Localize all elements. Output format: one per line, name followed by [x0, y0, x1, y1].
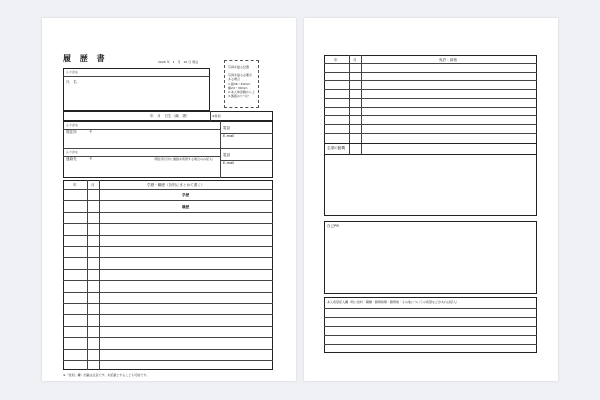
license-row-line	[324, 98, 537, 99]
history-row-line	[63, 303, 273, 304]
license-row-line	[324, 80, 537, 81]
license-table	[324, 55, 537, 155]
history-table	[63, 180, 273, 370]
furigana-label: ふりがな	[66, 70, 79, 74]
history-row-line	[63, 337, 273, 338]
wishes-row-line	[324, 335, 537, 336]
footnote: ※「性別」欄：記載は任意です。未記載とすることも可能です。	[63, 373, 150, 377]
contact-email-label: E-mail	[223, 161, 235, 165]
wishes-row-line	[324, 344, 537, 345]
contact-zip: 〒	[89, 157, 93, 161]
history-row-line	[63, 246, 273, 247]
photo-text-line: 1.縦36～40mm	[228, 82, 251, 86]
history-row-line	[63, 223, 273, 224]
license-row-line	[324, 89, 537, 90]
history-row-line	[63, 326, 273, 327]
contact-phone-label: 電話	[223, 153, 231, 157]
history-row-line	[63, 257, 273, 258]
resume-title: 履 歴 書	[63, 54, 108, 63]
date-line: 2026 年 1 月 10 日 現在	[158, 60, 199, 64]
photo-text-line: 2.本人単身胸から上	[228, 90, 255, 94]
license-header-year: 年	[334, 58, 338, 62]
license-row-line	[324, 63, 537, 64]
motivation-box	[324, 143, 537, 216]
history-header-year: 年	[73, 183, 77, 187]
photo-text-line: 写真を貼る位置	[228, 65, 250, 69]
wishes-label: 本人希望記入欄（特に給料・職種・勤務時間・勤務地・その他についての希望などがあれば記入）	[327, 300, 459, 304]
history-row-line	[63, 360, 273, 361]
wishes-row-line	[324, 326, 537, 327]
resume-page-right	[304, 18, 558, 381]
phone-label: 電話	[223, 126, 231, 130]
history-section-work: 職歴	[182, 205, 190, 209]
contact-furigana-label: ふりがな	[66, 150, 79, 154]
history-row-line	[63, 280, 273, 281]
gender-label: ※性別	[212, 114, 221, 118]
history-row-line	[63, 349, 273, 350]
photo-placeholder	[224, 60, 259, 108]
motivation-label: 志望の動機	[327, 146, 345, 150]
email-label: E-mail	[223, 134, 235, 138]
history-header-content: 学歴・職歴（各別にまとめて書く）	[147, 183, 205, 187]
history-row-line	[63, 200, 273, 201]
wishes-row-line	[324, 317, 537, 318]
license-header-content: 免許・資格	[439, 58, 457, 62]
history-row-line	[63, 269, 273, 270]
license-row-line	[324, 124, 537, 125]
photo-text-line: ある場合	[228, 77, 241, 81]
license-row-line	[324, 72, 537, 73]
photo-text-line: 3.裏面のりづけ	[228, 94, 249, 98]
history-header-month: 月	[91, 183, 95, 187]
history-section-school: 学歴	[182, 193, 190, 197]
birth-line: 年 月 日生（満 歳）	[150, 114, 190, 118]
name-label: 氏 名	[66, 80, 77, 84]
resume-page-left	[42, 18, 296, 381]
license-row-line	[324, 115, 537, 116]
self-pr-box	[324, 221, 537, 294]
history-row-line	[63, 235, 273, 236]
photo-text-line: 写真を貼る必要が	[228, 73, 253, 77]
history-row-line	[63, 189, 273, 190]
address-zip: 〒	[89, 130, 93, 134]
address-label: 現住所	[66, 130, 77, 134]
contact-note: （現住所以外に連絡を希望する場合のみ記入）	[152, 157, 216, 161]
name-box	[63, 68, 210, 111]
wishes-row-line	[324, 308, 537, 309]
contact-label: 連絡先	[66, 157, 77, 161]
license-row-line	[324, 133, 537, 134]
history-row-line	[63, 212, 273, 213]
photo-text-line: 横24～30mm	[228, 86, 248, 90]
history-row-line	[63, 292, 273, 293]
history-row-line	[63, 314, 273, 315]
license-header-month: 月	[353, 58, 357, 62]
self-pr-label: 自己PR	[327, 224, 339, 228]
address-furigana-label: ふりがな	[66, 123, 79, 127]
license-row-line	[324, 107, 537, 108]
